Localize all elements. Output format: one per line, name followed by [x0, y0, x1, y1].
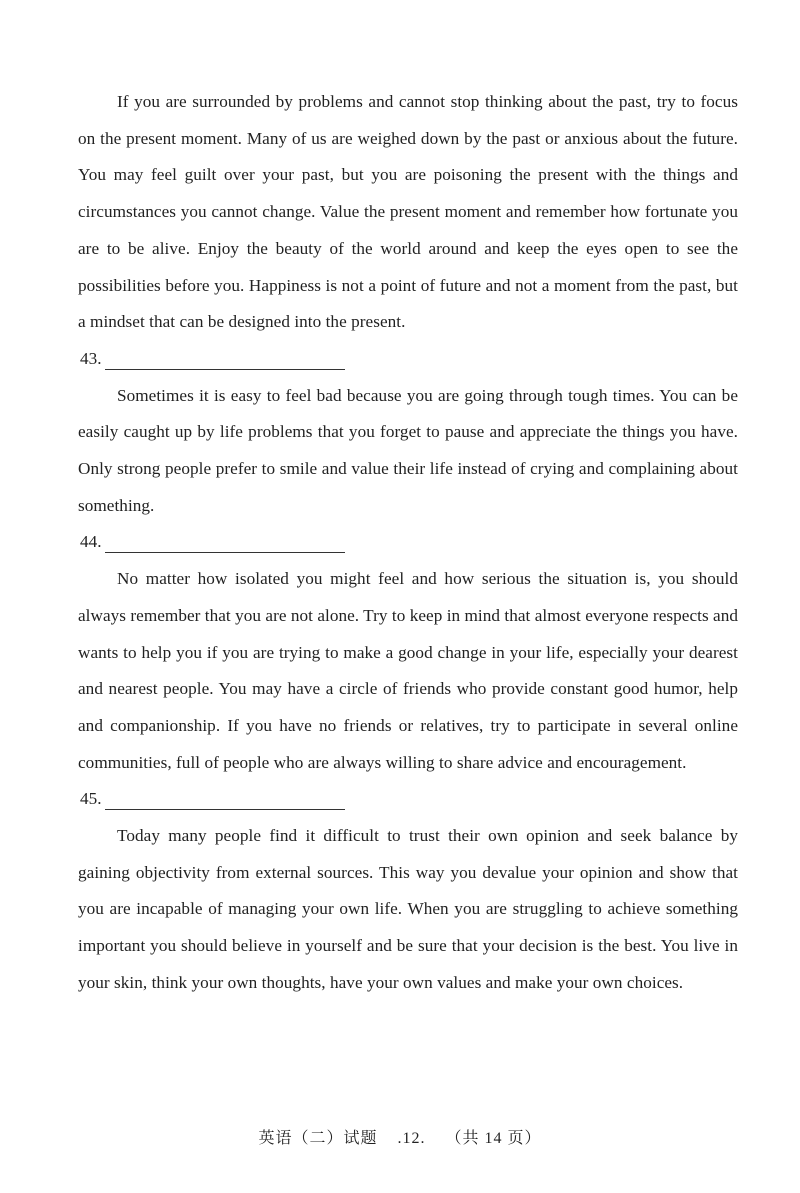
- answer-blank-44: [78, 524, 738, 561]
- paragraph: Today many people find it difficult to trust their own opinion and seek balance by gaining objectivity from external sources. This way you devalue your opinion and show that you are incapable of managing your own life. When you are struggling to achieve something important you should believe in yourself and be sure that your decision is the best. You live in your skin, think your own thoughts, have your own values and make your own choices.: [78, 826, 738, 992]
- answer-blank-43: [78, 341, 738, 378]
- question-number: 45.: [80, 789, 102, 809]
- paragraph: If you are surrounded by problems and cannot stop thinking about the past, try to focus on the present moment. Many of us are weighed down by the past or anxious about the future. You may feel guilt over your past, but you are poisoning the present with the things and circumstances you cannot change. Value the present moment and remember how fortunate you are to be alive. Enjoy the beauty of the world around and keep the eyes open to see the possibilities before you. Happiness is not a point of future and not a moment from the past, but a mindset that can be designed into the present.: [78, 92, 738, 332]
- answer-blank-45: [78, 781, 738, 818]
- paragraph: Sometimes it is easy to feel bad because you are going through tough times. You can be easily caught up by life problems that you forget to pause and appreciate the things you have. Only strong people prefer to smile and value their life instead of crying and complaining about something.: [78, 385, 738, 515]
- passage: [78, 84, 738, 1002]
- answer-line[interactable]: [105, 369, 345, 370]
- answer-line[interactable]: [105, 809, 345, 810]
- paragraph: No matter how isolated you might feel and how serious the situation is, you should always remember that you are not alone. Try to keep in mind that almost everyone respects and wants to help you if you are trying to make a good change in your life, especially your dearest and nearest people. You may have a circle of friends who provide constant good humor, help and companionship. If you have no friends or relatives, try to participate in several online communities, full of people who are always willing to share advice and encouragement.: [78, 569, 738, 772]
- answer-line[interactable]: [105, 552, 345, 553]
- question-number: 44.: [80, 532, 102, 552]
- page-footer: 英语（二）试题 .12. （共 14 页）: [258, 1130, 542, 1147]
- question-number: 43.: [80, 348, 102, 368]
